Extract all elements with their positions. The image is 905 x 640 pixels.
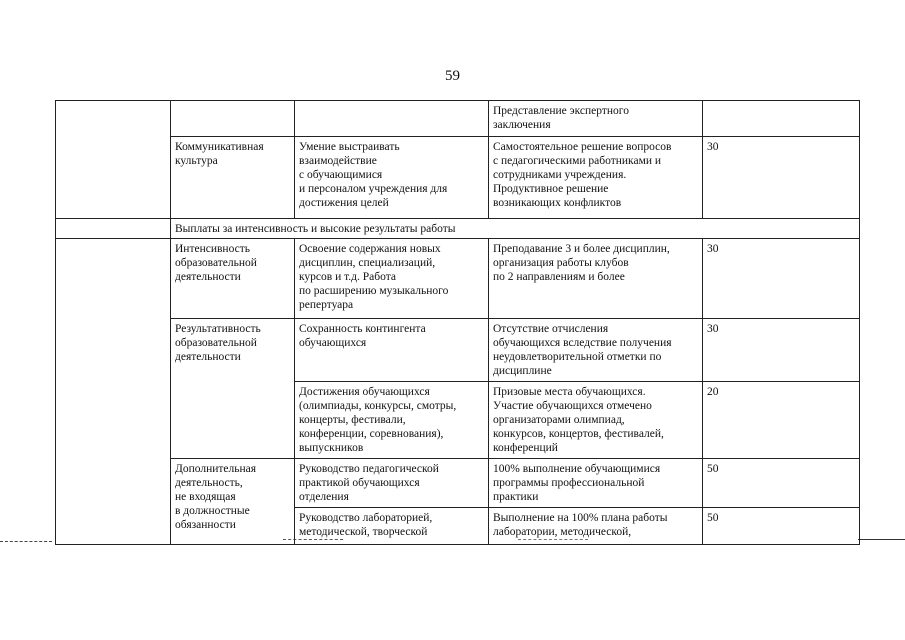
evaluation-cell: Преподавание 3 и более дисциплин, организация работы клубов по 2 направлениям и более (489, 239, 703, 319)
indicator-cell: Сохранность контингента обучающихся (295, 319, 489, 382)
section-heading: Выплаты за интенсивность и высокие результаты работы (171, 219, 860, 239)
criteria-table (55, 100, 860, 545)
scan-artifact-line (858, 539, 905, 540)
position-cell (56, 101, 171, 219)
position-cell (56, 219, 171, 239)
position-cell (56, 239, 171, 545)
criterion-cell: Дополнительная деятельность, не входящая в должностные обязанности (171, 459, 295, 545)
points-cell: 50 (703, 508, 860, 545)
indicator-cell: Освоение содержания новых дисциплин, специализаций, курсов и т.д. Работа по расширению музыкального репертуара (295, 239, 489, 319)
points-cell: 50 (703, 459, 860, 508)
indicator-cell: Руководство педагогической практикой обучающихся отделения (295, 459, 489, 508)
page-number: 59 (445, 68, 460, 84)
points-cell: 20 (703, 382, 860, 459)
table-row (56, 239, 860, 319)
points-cell: 30 (703, 239, 860, 319)
table-row (56, 459, 860, 508)
points-cell: 30 (703, 319, 860, 382)
evaluation-cell: Представление экспертного заключения (489, 101, 703, 137)
points-cell: 30 (703, 137, 860, 219)
scan-artifact-line (0, 541, 52, 542)
criterion-cell: Коммуникативная культура (171, 137, 295, 219)
indicator-cell: Руководство лабораторией, методической, творческой (295, 508, 489, 545)
table-row (56, 101, 860, 137)
evaluation-cell: 100% выполнение обучающимися программы профессиональной практики (489, 459, 703, 508)
table-row (56, 319, 860, 382)
criterion-cell: Результативность образовательной деятельности (171, 319, 295, 459)
points-cell (703, 101, 860, 137)
table-row (56, 137, 860, 219)
indicator-cell (295, 101, 489, 137)
evaluation-cell: Призовые места обучающихся. Участие обучающихся отмечено организаторами олимпиад, конкурсов, концертов, фестивалей, конференций (489, 382, 703, 459)
criterion-cell (171, 101, 295, 137)
evaluation-cell: Отсутствие отчисления обучающихся вследствие получения неудовлетворительной отметки по дисциплине (489, 319, 703, 382)
indicator-cell: Достижения обучающихся (олимпиады, конкурсы, смотры, концерты, фестивали, конференции, соревнования), выпускников (295, 382, 489, 459)
indicator-cell: Умение выстраивать взаимодействие с обучающимися и персоналом учреждения для достижения целей (295, 137, 489, 219)
criterion-cell: Интенсивность образовательной деятельности (171, 239, 295, 319)
evaluation-cell: Выполнение на 100% плана работы лаборатории, методической, (489, 508, 703, 545)
evaluation-cell: Самостоятельное решение вопросов с педагогическими работниками и сотрудниками учреждения. Продуктивное решение возникающих конфликтов (489, 137, 703, 219)
section-row (56, 219, 860, 239)
